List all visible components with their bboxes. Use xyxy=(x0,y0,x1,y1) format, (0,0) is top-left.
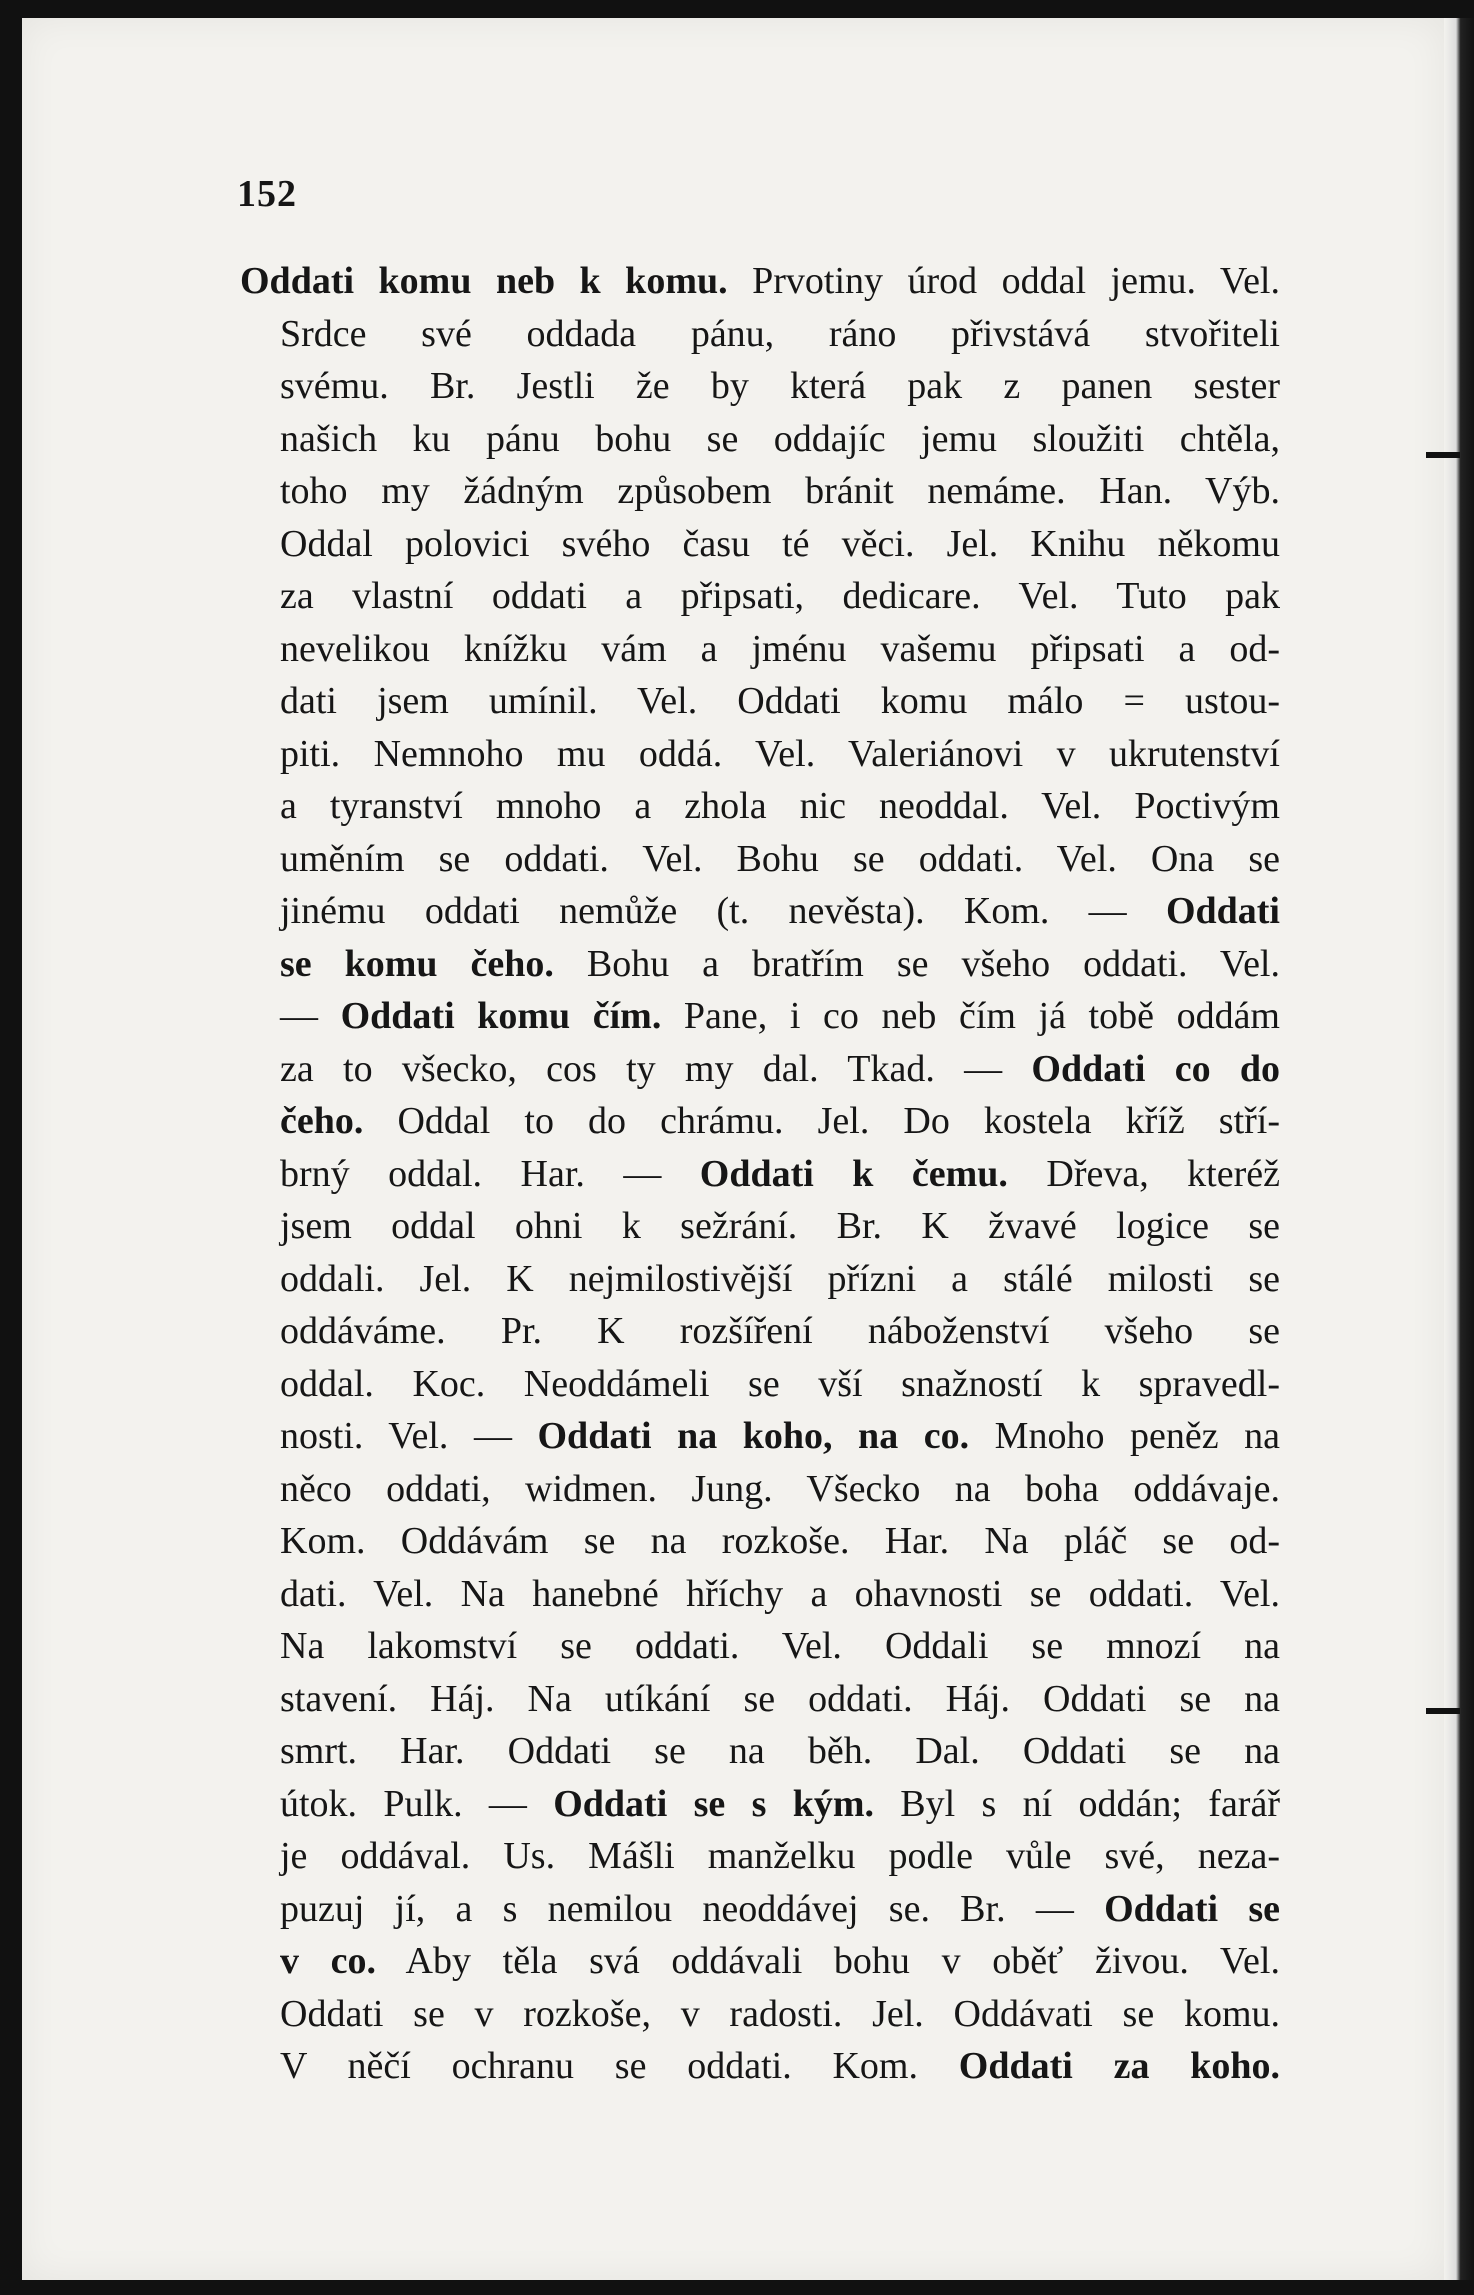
text-segment: Na lakomství se oddati. Vel. Oddali se mnozí na xyxy=(280,1625,1280,1667)
text-line xyxy=(240,728,1280,781)
text-segment: toho my žádným způsobem bránit nemáme. Han. Výb. xyxy=(280,470,1280,512)
text-line xyxy=(240,623,1280,676)
text-segment: Srdce své oddada pánu, ráno přivstává stvořiteli xyxy=(280,312,1280,355)
text-line xyxy=(240,1883,1280,1936)
text-segment: za to všecko, cos ty my dal. Tkad. — xyxy=(280,1047,1032,1090)
text-segment: uměním se oddati. Vel. Bohu se oddati. Vel. Ona se xyxy=(280,837,1280,880)
text-segment: Prvotiny úrod oddal jemu. Vel. xyxy=(727,260,1280,302)
text-line xyxy=(240,780,1280,833)
text-line xyxy=(240,1358,1280,1411)
text-segment: za vlastní oddati a připsati, dedicare. Vel. Tuto pak xyxy=(280,575,1280,617)
page-edge xyxy=(1444,18,1474,2280)
text-segment: V něčí ochranu se oddati. Kom. xyxy=(280,2045,959,2087)
text-segment: nevelikou knížku vám a jménu vašemu připsati a od- xyxy=(280,627,1280,670)
text-line xyxy=(240,1253,1280,1306)
text-segment: a tyranství mnoho a zhola nic neoddal. Vel. Poctivým xyxy=(280,785,1280,827)
text-segment: nosti. Vel. — xyxy=(280,1415,538,1457)
text-segment: svému. Br. Jestli že by která pak z panen sester xyxy=(280,365,1280,407)
text-line xyxy=(240,675,1280,728)
text-line xyxy=(240,360,1280,413)
text-segment: Mnoho peněz na xyxy=(969,1415,1280,1457)
text-segment: piti. Nemnoho mu oddá. Vel. Valeriánovi v ukrutenství xyxy=(280,732,1280,775)
text-segment: smrt. Har. Oddati se na běh. Dal. Oddati se na xyxy=(280,1730,1280,1772)
text-line xyxy=(240,1200,1280,1253)
text-line xyxy=(240,1095,1280,1148)
text-segment: útok. Pulk. — xyxy=(280,1782,554,1825)
headword: Oddati se s kým. xyxy=(553,1782,874,1825)
text-line xyxy=(240,1830,1280,1883)
text-line xyxy=(240,1410,1280,1463)
text-segment: oddáváme. Pr. K rozšíření náboženství všeho se xyxy=(280,1310,1280,1352)
text-line xyxy=(240,1988,1280,2041)
text-segment: jinému oddati nemůže (t. nevěsta). Kom. — xyxy=(280,890,1166,932)
text-segment: Oddal polovici svého času té věci. Jel. Knihu někomu xyxy=(280,522,1280,565)
headword: Oddati komu čím. xyxy=(340,995,662,1037)
text-line xyxy=(240,833,1280,886)
text-segment: Oddati se v rozkoše, v radosti. Jel. Oddávati se komu. xyxy=(280,1992,1280,2035)
text-segment: oddal. Koc. Neoddámeli se vší snažností k spravedl- xyxy=(280,1362,1280,1405)
headword: Oddati na koho, na co. xyxy=(537,1415,970,1457)
text-segment: dati. Vel. Na hanebné hříchy a ohavnosti se oddati. Vel. xyxy=(280,1572,1280,1615)
text-segment: puzuj jí, a s nemilou neoddávej se. Br. — xyxy=(280,1887,1105,1930)
text-segment: Dřeva, kteréž xyxy=(1007,1152,1280,1195)
text-line xyxy=(240,938,1280,991)
text-line xyxy=(240,1515,1280,1568)
text-line xyxy=(240,1778,1280,1831)
text-line xyxy=(240,1725,1280,1778)
text-segment: Bohu a bratřím se všeho oddati. Vel. xyxy=(553,942,1280,985)
text-segment: Byl s ní oddán; farář xyxy=(873,1782,1280,1825)
text-segment: Pane, i co neb čím já tobě oddám xyxy=(661,995,1280,1037)
headword: Oddati k čemu. xyxy=(699,1152,1008,1195)
text-line xyxy=(240,2040,1280,2093)
text-segment: brný oddal. Har. — xyxy=(280,1152,700,1195)
text-line xyxy=(240,518,1280,571)
headword: Oddati xyxy=(1165,890,1280,932)
text-line xyxy=(240,465,1280,518)
text-segment: je oddával. Us. Mášli manželku podle vůle své, neza- xyxy=(280,1835,1280,1877)
margin-mark xyxy=(1426,1708,1460,1714)
text-line xyxy=(240,990,1280,1043)
text-line xyxy=(240,1043,1280,1096)
text-line xyxy=(240,308,1280,361)
margin-mark xyxy=(1426,452,1460,458)
text-line xyxy=(240,885,1280,938)
headword: čeho. xyxy=(280,1100,364,1142)
text-line xyxy=(240,570,1280,623)
text-segment: — xyxy=(280,995,341,1037)
page-number: 152 xyxy=(237,173,297,215)
text-segment: stavení. Háj. Na utíkání se oddati. Háj. Oddati se na xyxy=(280,1677,1280,1720)
text-line xyxy=(240,1305,1280,1358)
text-segment: Oddal to do chrámu. Jel. Do kostela kříž stří- xyxy=(363,1100,1280,1142)
headword: v co. xyxy=(280,1940,377,1982)
text-line xyxy=(240,1568,1280,1621)
headword: Oddati za koho. xyxy=(958,2045,1280,2087)
text-line xyxy=(240,1148,1280,1201)
text-line xyxy=(240,413,1280,466)
headword: Oddati co do xyxy=(1031,1047,1280,1090)
text-line xyxy=(240,1673,1280,1726)
headword: Oddati komu neb k komu. xyxy=(240,260,728,302)
text-segment: dati jsem umínil. Vel. Oddati komu málo = ustou- xyxy=(280,680,1280,722)
dictionary-entry-text xyxy=(240,255,1280,2093)
text-segment: jsem oddal ohni k sežrání. Br. K žvavé logice se xyxy=(280,1205,1280,1247)
text-line xyxy=(240,1935,1280,1988)
text-line xyxy=(240,1620,1280,1673)
text-segment: něco oddati, widmen. Jung. Všecko na boha oddávaje. xyxy=(280,1467,1280,1510)
text-segment: našich ku pánu bohu se oddajíc jemu sloužiti chtěla, xyxy=(280,417,1280,460)
text-segment: oddali. Jel. K nejmilostivější přízni a stálé milosti se xyxy=(280,1257,1280,1300)
headword: se komu čeho. xyxy=(280,942,554,985)
text-line xyxy=(240,1463,1280,1516)
text-line xyxy=(240,255,1280,308)
text-segment: Aby těla svá oddávali bohu v oběť živou. Vel. xyxy=(376,1940,1280,1982)
headword: Oddati se xyxy=(1104,1887,1280,1930)
text-segment: Kom. Oddávám se na rozkoše. Har. Na pláč se od- xyxy=(280,1520,1280,1562)
